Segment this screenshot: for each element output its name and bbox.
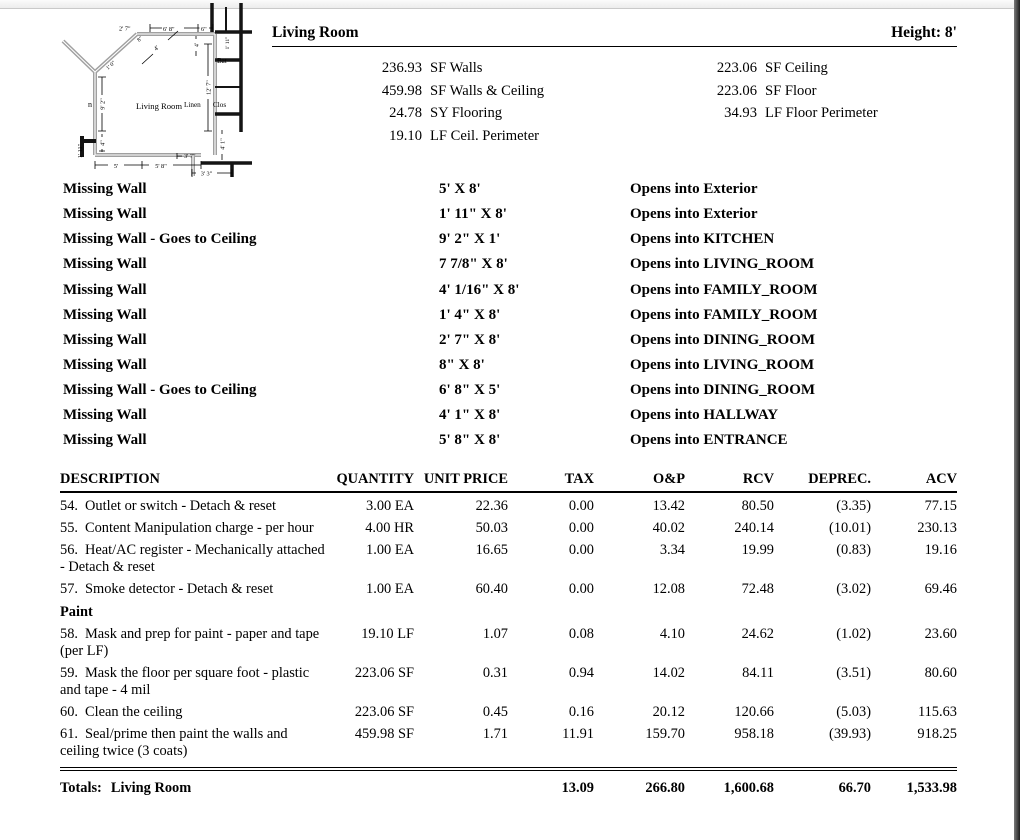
item-op: 20.12 xyxy=(652,704,685,720)
line-item-row xyxy=(60,493,957,515)
totals-op: 266.80 xyxy=(645,780,685,796)
missing-wall-row xyxy=(63,256,957,281)
missing-wall-size: 8" X 8' xyxy=(439,356,485,373)
item-deprec: (3.02) xyxy=(836,581,871,597)
missing-wall-opens-into: Opens into FAMILY_ROOM xyxy=(630,281,818,298)
missing-wall-row xyxy=(63,307,957,332)
missing-wall-row xyxy=(63,407,957,432)
missing-wall-row xyxy=(63,231,957,256)
missing-wall-label: Missing Wall xyxy=(63,407,147,424)
floorplan-room-label: Living Room xyxy=(135,101,183,111)
missing-wall-label: Missing Wall xyxy=(63,306,147,323)
item-unit-price: 0.31 xyxy=(482,665,508,681)
item-description-text: Outlet or switch - Detach & reset xyxy=(85,498,277,514)
item-unit-price: 0.45 xyxy=(482,704,508,720)
col-header-op: O&P xyxy=(653,471,685,487)
missing-wall-row xyxy=(63,382,957,407)
floorplan-linen-label: Linen xyxy=(184,101,201,109)
floorplan-diagram xyxy=(55,3,255,178)
missing-wall-size: 1' 4" X 8' xyxy=(439,306,501,323)
missing-wall-label: Missing Wall xyxy=(63,331,147,348)
item-number: 59. xyxy=(60,665,78,681)
dim-label: 2' 7" xyxy=(119,25,131,33)
item-rcv: 80.50 xyxy=(741,498,774,514)
item-acv: 115.63 xyxy=(917,704,957,720)
item-unit-price: 22.36 xyxy=(475,498,508,514)
item-rcv: 120.66 xyxy=(734,704,774,720)
totals-rcv: 1,600.68 xyxy=(723,780,774,796)
line-items-table xyxy=(60,471,957,797)
missing-wall-size: 2' 7" X 8' xyxy=(439,331,501,348)
col-header-deprec: DEPREC. xyxy=(808,471,871,487)
item-description-text: Seal/prime then paint the walls and ceiling twice (3 coats) xyxy=(60,726,288,759)
missing-wall-label: Missing Wall xyxy=(63,281,147,298)
window-right-edge xyxy=(1014,0,1020,840)
item-rcv: 19.99 xyxy=(741,542,774,558)
measurements-right-column xyxy=(610,60,878,128)
item-description-text: Smoke detector - Detach & reset xyxy=(85,581,274,597)
item-number: 55. xyxy=(60,520,78,536)
item-acv: 69.46 xyxy=(924,581,957,597)
item-quantity: 3.00 EA xyxy=(366,498,414,514)
item-description xyxy=(60,542,332,576)
col-header-unit-price: UNIT PRICE xyxy=(423,471,508,487)
item-tax: 0.00 xyxy=(568,498,594,514)
dim-label: 4' xyxy=(152,44,161,53)
missing-wall-opens-into: Opens into DINING_ROOM xyxy=(630,382,816,399)
measurement-label: SF Walls & Ceiling xyxy=(430,82,545,99)
table-body xyxy=(60,493,957,760)
col-header-quantity: QUANTITY xyxy=(336,471,414,487)
item-op: 12.08 xyxy=(652,581,685,597)
item-quantity: 4.00 HR xyxy=(365,520,414,536)
item-description xyxy=(60,704,332,721)
col-header-rcv: RCV xyxy=(742,471,774,487)
floorplan-closet-partial-label: Clos xyxy=(213,101,227,109)
line-item-row xyxy=(60,537,957,576)
dim-label: 4" xyxy=(99,140,107,146)
missing-wall-size: 5' 8" X 8' xyxy=(439,432,501,449)
dim-label: 5' 8" xyxy=(155,162,167,170)
missing-wall-label: Missing Wall xyxy=(63,206,147,223)
item-unit-price: 1.07 xyxy=(482,626,508,642)
measurement-label: SF Walls xyxy=(430,60,483,76)
missing-wall-label: Missing Wall xyxy=(63,356,147,373)
item-quantity: 223.06 SF xyxy=(354,704,414,720)
missing-wall-opens-into: Opens into LIVING_ROOM xyxy=(630,256,815,273)
item-rcv: 958.18 xyxy=(734,726,774,742)
item-description-text: Clean the ceiling xyxy=(85,704,183,720)
item-op: 14.02 xyxy=(652,665,685,681)
line-item-row xyxy=(60,576,957,598)
item-rcv: 84.11 xyxy=(742,665,774,681)
item-description xyxy=(60,581,332,598)
missing-wall-row xyxy=(63,332,957,357)
item-number: 57. xyxy=(60,581,78,597)
missing-wall-opens-into: Opens into ENTRANCE xyxy=(630,432,788,449)
item-op: 13.42 xyxy=(652,498,685,514)
measurement-value: 19.10 xyxy=(389,127,422,144)
item-rcv: 240.14 xyxy=(734,520,774,536)
measurement-label: LF Floor Perimeter xyxy=(765,105,878,122)
item-op: 4.10 xyxy=(659,626,685,642)
item-deprec: (39.93) xyxy=(829,726,871,742)
item-description-text: Mask the floor per square foot - plastic and tape - 4 mil xyxy=(60,665,310,698)
item-unit-price: 1.71 xyxy=(482,726,508,742)
measurement-value: 459.98 xyxy=(381,82,422,99)
room-header xyxy=(272,24,957,47)
item-rcv: 72.48 xyxy=(741,581,774,597)
measurement-value: 24.78 xyxy=(389,105,422,122)
item-op: 40.02 xyxy=(652,520,685,536)
line-item-row xyxy=(60,621,957,660)
measurement-row xyxy=(610,105,878,128)
line-item-row xyxy=(60,721,957,760)
missing-wall-row xyxy=(63,206,957,231)
item-acv: 918.25 xyxy=(917,726,957,742)
item-rcv: 24.62 xyxy=(741,626,774,642)
missing-wall-size: 4' 1/16" X 8' xyxy=(439,281,520,298)
item-description-text: Content Manipulation charge - per hour xyxy=(85,520,314,536)
item-unit-price: 50.03 xyxy=(475,520,508,536)
item-number: 60. xyxy=(60,704,78,720)
item-quantity: 223.06 SF xyxy=(354,665,414,681)
dim-label: 1' 11" xyxy=(77,143,84,159)
missing-wall-opens-into: Opens into HALLWAY xyxy=(630,407,779,424)
dim-label: 1' 0" xyxy=(105,60,117,72)
item-op: 159.70 xyxy=(645,726,685,742)
dim-label: 4' 1" xyxy=(219,138,227,150)
item-description-text: Heat/AC register - Mechanically attached - Detach & reset xyxy=(60,542,325,575)
floorplan-bathroom-partial-label: Bat xyxy=(217,57,227,65)
missing-wall-label: Missing Wall xyxy=(63,256,147,273)
item-acv: 23.60 xyxy=(924,626,957,642)
line-item-row xyxy=(60,660,957,699)
item-deprec: (10.01) xyxy=(829,520,871,536)
item-unit-price: 16.65 xyxy=(475,542,508,558)
col-header-tax: TAX xyxy=(564,471,594,487)
dim-label: 9' 2" xyxy=(99,98,107,110)
item-number: 56. xyxy=(60,542,78,558)
item-quantity: 19.10 LF xyxy=(361,626,414,642)
item-quantity: 459.98 SF xyxy=(354,726,414,742)
item-tax: 11.91 xyxy=(562,726,594,742)
dim-label: 12' 7" xyxy=(205,80,213,95)
table-header-row xyxy=(60,471,957,493)
missing-wall-row xyxy=(63,181,957,206)
totals-label xyxy=(60,780,508,797)
measurement-row xyxy=(272,128,957,151)
dim-label: 5' xyxy=(113,162,119,170)
table-section-heading: Paint xyxy=(60,604,93,620)
item-number: 54. xyxy=(60,498,78,514)
item-deprec: (5.03) xyxy=(836,704,871,720)
measurement-label: SF Floor xyxy=(765,82,817,99)
item-acv: 80.60 xyxy=(924,665,957,681)
item-acv: 230.13 xyxy=(917,520,957,536)
room-measurements xyxy=(272,60,957,150)
line-item-row xyxy=(60,515,957,537)
measurement-label: LF Ceil. Perimeter xyxy=(430,127,540,144)
missing-wall-row xyxy=(63,357,957,382)
dim-label: 3' 7" xyxy=(184,153,196,160)
missing-wall-row xyxy=(63,432,957,457)
measurement-value: 236.93 xyxy=(381,60,422,76)
item-number: 61. xyxy=(60,726,78,742)
item-acv: 19.16 xyxy=(924,542,957,558)
dim-label: 4' xyxy=(194,43,201,47)
item-number: 58. xyxy=(60,626,78,642)
totals-deprec: 66.70 xyxy=(838,780,871,796)
totals-tax: 13.09 xyxy=(561,780,594,796)
totals-row xyxy=(60,771,957,797)
missing-wall-label: Missing Wall xyxy=(63,432,147,449)
missing-wall-list xyxy=(63,181,957,458)
missing-wall-size: 9' 2" X 1' xyxy=(439,231,501,248)
item-description-text: Mask and prep for paint - paper and tape (per LF) xyxy=(60,626,320,659)
item-tax: 0.00 xyxy=(568,520,594,536)
item-tax: 0.16 xyxy=(568,704,594,720)
item-deprec: (3.35) xyxy=(836,498,871,514)
col-header-acv: ACV xyxy=(925,471,957,487)
dim-label: 6" xyxy=(201,25,207,33)
missing-wall-label: Missing Wall - Goes to Ceiling xyxy=(63,382,257,399)
missing-wall-row xyxy=(63,282,957,307)
totals-prefix: Totals: xyxy=(60,780,102,796)
item-description xyxy=(60,498,332,515)
missing-wall-opens-into: Opens into Exterior xyxy=(630,181,758,197)
item-unit-price: 60.40 xyxy=(475,581,508,597)
dim-label: 8" xyxy=(136,35,145,44)
line-item-row xyxy=(60,699,957,721)
missing-wall-opens-into: Opens into DINING_ROOM xyxy=(630,331,816,348)
measurement-value: 223.06 xyxy=(716,82,757,99)
measurement-value: 223.06 xyxy=(716,60,757,76)
item-description xyxy=(60,665,332,699)
item-quantity: 1.00 EA xyxy=(366,542,414,558)
dim-label: 1' 11" xyxy=(225,36,231,50)
missing-wall-opens-into: Opens into LIVING_ROOM xyxy=(630,356,815,373)
dim-label: 6' 8" xyxy=(163,25,175,33)
missing-wall-opens-into: Opens into FAMILY_ROOM xyxy=(630,306,818,323)
measurement-row xyxy=(610,83,878,106)
item-description xyxy=(60,520,332,537)
item-tax: 0.08 xyxy=(568,626,594,642)
item-quantity: 1.00 EA xyxy=(366,581,414,597)
missing-wall-size: 5' X 8' xyxy=(439,181,481,197)
totals-acv: 1,533.98 xyxy=(906,780,957,796)
room-height-label: Height: 8' xyxy=(891,24,957,41)
missing-wall-label: Missing Wall xyxy=(63,181,147,197)
missing-wall-opens-into: Opens into KITCHEN xyxy=(630,231,775,248)
missing-wall-size: 7 7/8" X 8' xyxy=(439,256,508,273)
item-deprec: (1.02) xyxy=(836,626,871,642)
item-description xyxy=(60,626,332,660)
item-deprec: (3.51) xyxy=(836,665,871,681)
item-description xyxy=(60,726,332,760)
item-tax: 0.00 xyxy=(568,542,594,558)
missing-wall-opens-into: Opens into Exterior xyxy=(630,206,758,223)
missing-wall-size: 1' 11" X 8' xyxy=(439,206,507,223)
measurement-label: SF Ceiling xyxy=(765,60,828,76)
item-tax: 0.94 xyxy=(568,665,594,681)
item-op: 3.34 xyxy=(659,542,685,558)
missing-wall-label: Missing Wall - Goes to Ceiling xyxy=(63,231,257,248)
measurement-label: SY Flooring xyxy=(430,105,503,122)
dim-label: 3' 3" xyxy=(200,170,213,178)
floorplan-left-room-partial-label: n xyxy=(88,100,92,109)
measurement-value: 34.93 xyxy=(724,105,757,122)
item-deprec: (0.83) xyxy=(836,542,871,558)
measurement-row xyxy=(610,60,878,83)
missing-wall-size: 4' 1" X 8' xyxy=(439,407,501,424)
item-acv: 77.15 xyxy=(924,498,957,514)
missing-wall-size: 6' 8" X 5' xyxy=(439,382,501,399)
totals-room-name: Living Room xyxy=(110,780,192,796)
room-title: Living Room xyxy=(272,24,359,41)
item-tax: 0.00 xyxy=(568,581,594,597)
col-header-description: DESCRIPTION xyxy=(60,471,160,487)
